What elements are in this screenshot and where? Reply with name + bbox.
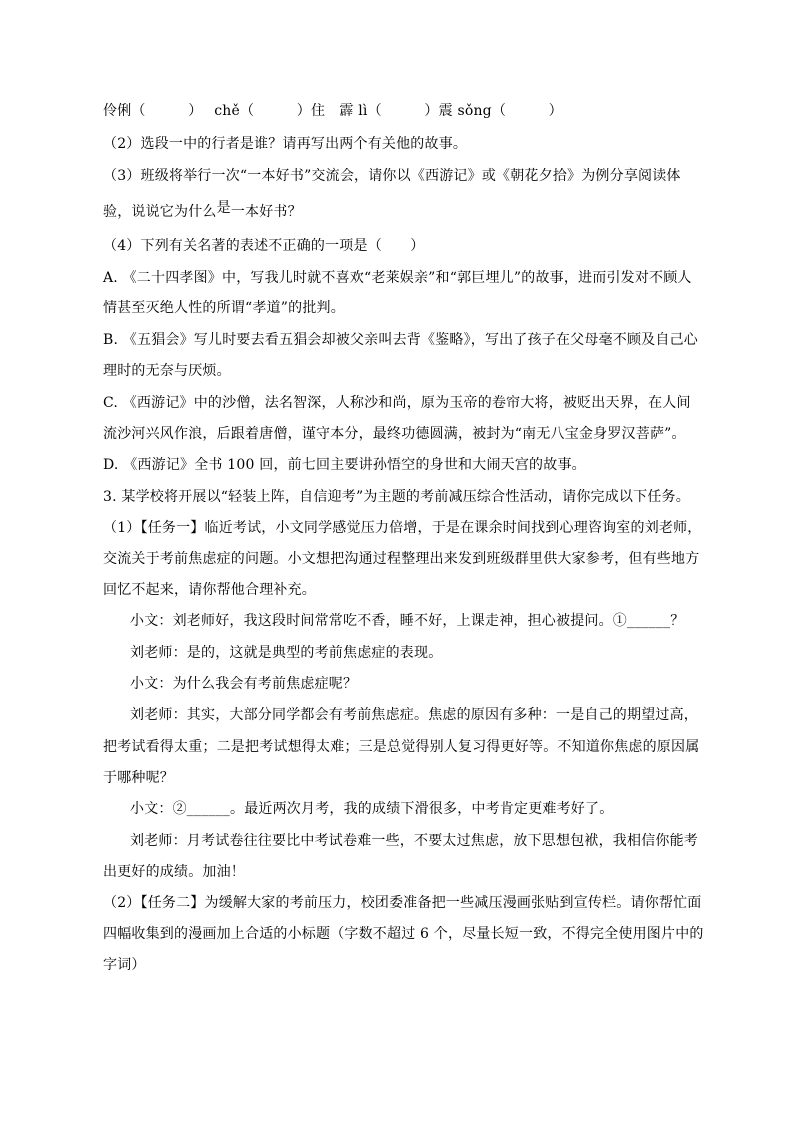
- task-2-line2: 四幅收集到的漫画加上合适的小标题（字数不超过 6 个，尽量长短一致，不得完全使用图片中的: [103, 926, 704, 942]
- question-3-line2-a: 验，说说它为什么: [103, 204, 217, 220]
- task-1-line1: （1）【任务一】临近考试，小文同学感觉压力倍增，于是在课余时间找到心理咨询室的刘老师，: [103, 520, 702, 536]
- option-b-line2: 理时的无奈与厌烦。: [103, 363, 231, 379]
- question-3-line1: （3）班级将举行一次“一本好书”交流会，请你以《西游记》或《朝花夕拾》为例分享阅读体: [103, 168, 681, 184]
- dialogue-5: 小文：②______。最近两次月考，我的成绩下滑很多，中考肯定更难考好了。: [130, 801, 614, 817]
- dialogue-4-line1: 刘老师：其实，大部分同学都会有考前焦虑症。焦虑的原因有多种：一是自己的期望过高，: [130, 707, 698, 723]
- dialogue-6-line2: 出更好的成绩。加油！: [103, 864, 245, 880]
- dialogue-4-line3: 于哪种呢？: [103, 770, 174, 786]
- dialogue-2: 刘老师：是的，这就是典型的考前焦虑症的表现。: [130, 645, 443, 661]
- question-3-line2-b: 是: [216, 200, 231, 216]
- dialogue-3: 小文：为什么我会有考前焦虑症呢？: [130, 676, 358, 692]
- pinyin-fill-line: 伶俐（ ） chě（ ）住 霹 lì（ ）震 sǒng（ ）: [103, 103, 563, 119]
- question-2: （2）选段一中的行者是谁？请再写出两个有关他的故事。: [103, 136, 468, 152]
- task-1-line2: 交流关于考前焦虑症的问题。小文想把沟通过程整理出来发到班级群里供大家参考，但有些地方: [103, 551, 700, 567]
- question-3-line2-c: 一本好书？: [230, 204, 302, 220]
- option-d: D. 《西游记》全书 100 回，前七回主要讲孙悟空的身世和大闹天宫的故事。: [103, 457, 586, 473]
- option-c-line2: 流沙河兴风作浪，后跟着唐僧，谨守本分，最终功德圆满，被封为“南无八宝金身罗汉菩萨”。: [103, 426, 686, 442]
- question-3-line2: [103, 202, 302, 222]
- task-2-line1: （2）【任务二】为缓解大家的考前压力，校团委准备把一些减压漫画张贴到宣传栏。请你帮忙面: [103, 895, 702, 911]
- question-3-main: 3. 某学校将开展以“轻装上阵，自信迎考”为主题的考前减压综合性活动，请你完成以下任务。: [103, 489, 690, 505]
- dialogue-1: 小文：刘老师好，我这段时间常常吃不香，睡不好，上课走神，担心被提问。①______？: [130, 613, 685, 629]
- task-2-line3: 字词）: [103, 957, 146, 973]
- dialogue-6-line1: 刘老师：月考试卷往往要比中考试卷难一些，不要太过焦虑，放下思想包袱，我相信你能考: [130, 833, 698, 849]
- option-a-line2: 情甚至灭绝人性的所谓“孝道”的批判。: [103, 300, 345, 316]
- question-4: （4）下列有关名著的表述不正确的一项是（ ）: [103, 238, 425, 254]
- task-1-line3: 回忆不起来，请你帮他合理补充。: [103, 582, 316, 598]
- option-a-line1: A. 《二十四孝图》中，写我儿时就不喜欢“老莱娱亲”和“郭巨埋儿”的故事，进而引发对不顾人: [103, 270, 692, 286]
- dialogue-4-line2: 把考试看得太重；二是把考试想得太难；三是总觉得别人复习得更好等。不知道你焦虑的原因属: [103, 739, 700, 755]
- option-b-line1: B. 《五猖会》写儿时要去看五猖会却被父亲叫去背《鉴略》，写出了孩子在父母毫不顾及自己心: [103, 332, 698, 348]
- option-c-line1: C. 《西游记》中的沙僧，法名智深，人称沙和尚，原为玉帝的卷帘大将，被贬出天界，在人间: [103, 395, 691, 411]
